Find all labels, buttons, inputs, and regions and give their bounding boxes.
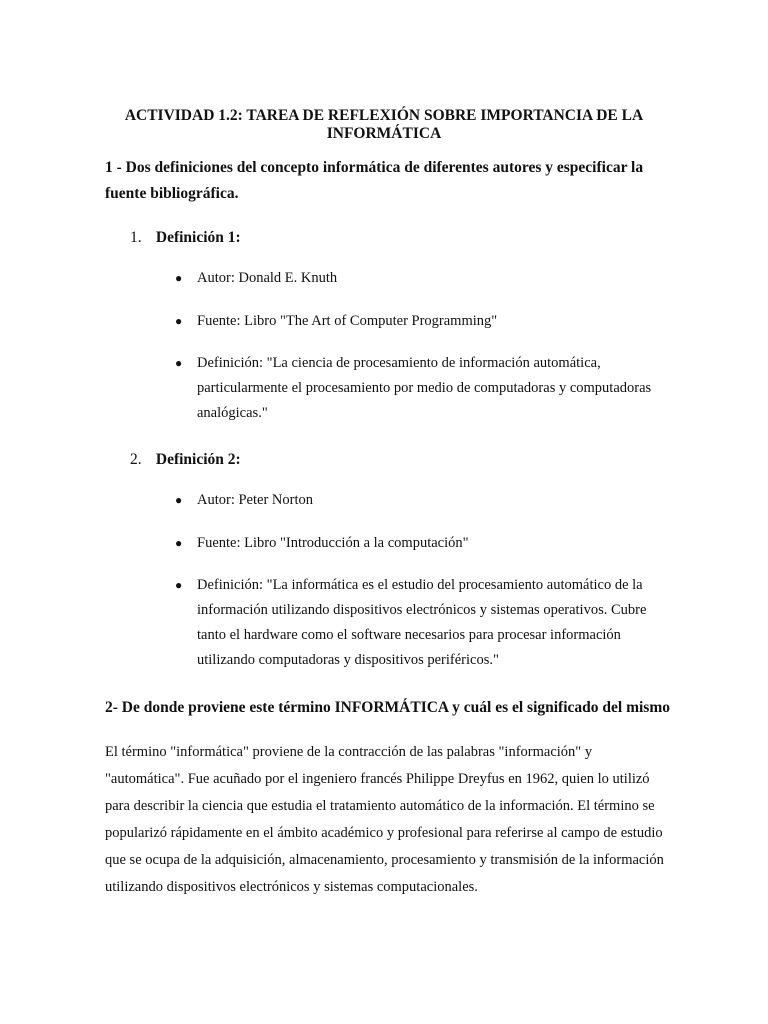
definition-1-author: Autor: Donald E. Knuth [197,270,338,286]
title-line-2: INFORMÁTICA [326,125,442,142]
bullet-icon: ● [175,536,183,550]
definition-1-label: Definición 1: [155,229,241,246]
question-1-heading: 1 - Dos definiciones del concepto informática de diferentes autores y especificar la fuente bibliográfica. [105,159,644,202]
bullet-icon: ● [175,271,183,285]
document-title [100,107,668,143]
title-line-1: ACTIVIDAD 1.2: TAREA DE REFLEXIÓN SOBRE IMPORTANCIA DE LA [124,107,644,124]
bullet-icon: ● [175,314,183,328]
definition-1-number: 1. [130,229,142,246]
definition-2-author: Autor: Peter Norton [197,492,313,508]
bullet-icon: ● [175,356,183,370]
question-2-heading: 2- De donde proviene este término INFORMÁTICA y cuál es el significado del mismo [105,699,670,716]
definition-2-label: Definición 2: [155,451,241,468]
bullet-icon: ● [175,578,183,592]
definition-2-number: 2. [130,451,142,468]
bullet-icon: ● [175,493,183,507]
definition-2-source: Fuente: Libro "Introducción a la computación" [197,535,469,551]
definition-1-heading [130,228,241,248]
definition-2-text: Definición: "La informática es el estudio del procesamiento automático de la información utilizando dispositivos electrónicos y sistemas operativos. Cubre tanto el hardware como el software necesarios para procesar información utilizando computadoras y dispositivos periféricos." [197,577,647,668]
definition-1-source: Fuente: Libro "The Art of Computer Programming" [197,313,498,329]
definition-2-heading [130,450,241,470]
answer-2-paragraph: El término "informática" proviene de la contracción de las palabras "información" y "automática". Fue acuñado por el ingeniero francés Philippe Dreyfus en 1962, quien lo utilizó para describir la ciencia que estudia el tratamiento automático de la información. El término se popularizó rápidamente en el ámbito académico y profesional para referirse al campo de estudio que se ocupa de la adquisición, almacenamiento, procesamiento y transmisión de la información utilizando dispositivos electrónicos y sistemas computacionales. [105,744,664,895]
definition-1-text: Definición: "La ciencia de procesamiento de información automática, particularmente el procesamiento por medio de computadoras y computadoras analógicas." [197,355,652,421]
